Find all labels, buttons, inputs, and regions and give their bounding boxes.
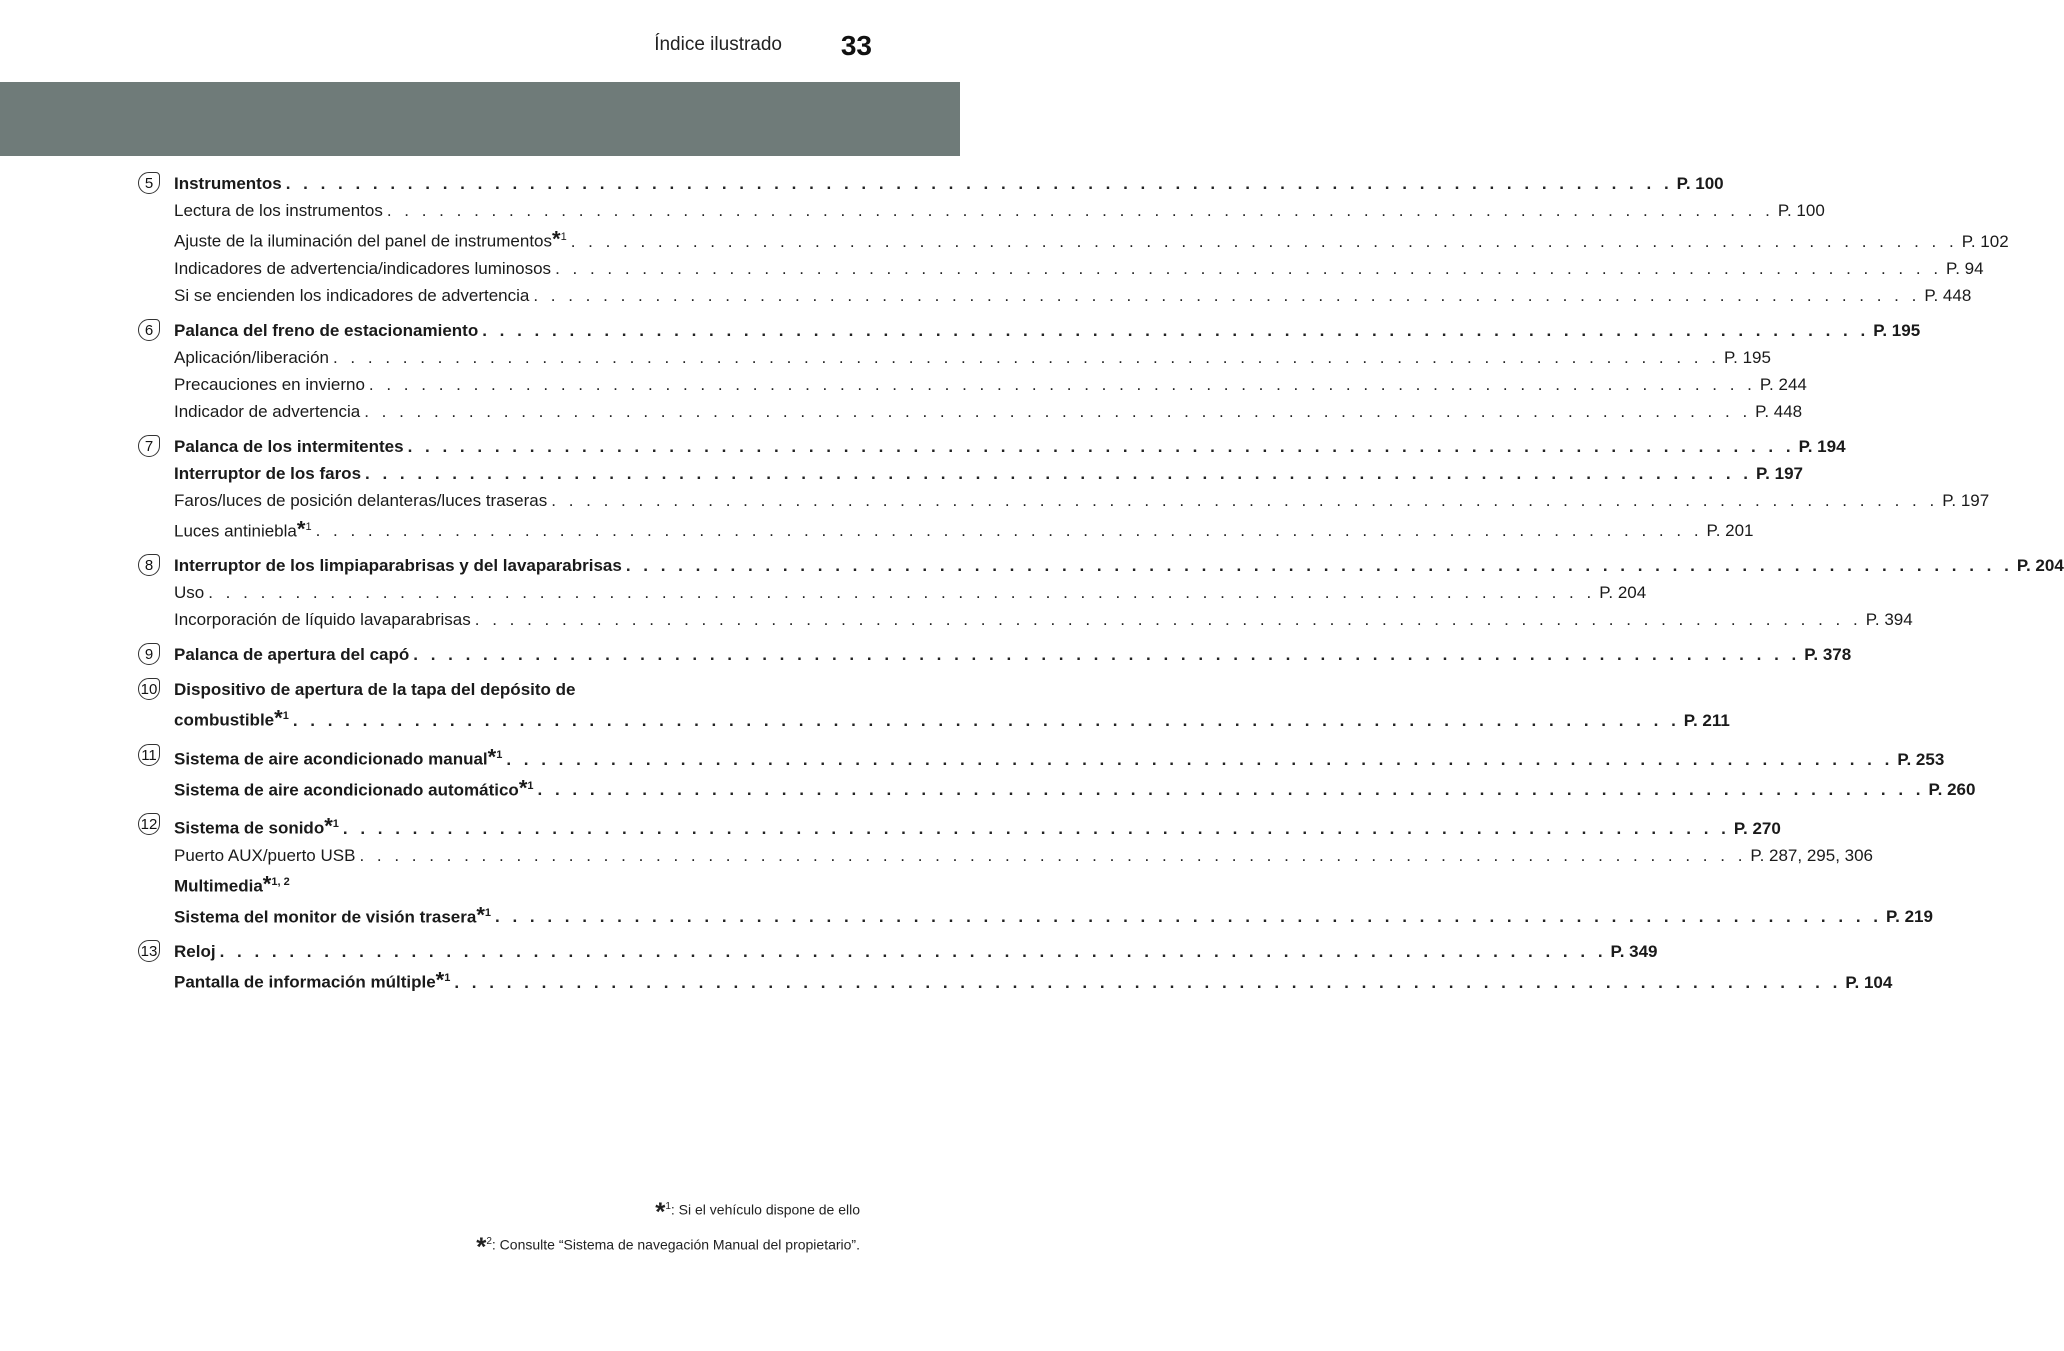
asterisk-mark: *	[476, 902, 485, 928]
index-line[interactable]	[174, 552, 2064, 579]
asterisk-mark: *	[655, 1196, 666, 1227]
dot-leader: . . . . . . . . . . . . . . . . . . . . . . . . . . . . . . . . . . . . . . . . . . . . . . . . . . . . . . . . . . . . . . . . . . . . . . . . . . . . . . . .	[506, 749, 1894, 769]
footnotes	[476, 1192, 860, 1261]
page-reference: P. 201	[1706, 521, 1754, 541]
entry-label: combustible*$^1$	[174, 705, 289, 731]
entry-label: Puerto AUX/puerto USB	[174, 845, 356, 865]
dot-leader: . . . . . . . . . . . . . . . . . . . . . . . . . . . . . . . . . . . . . . . . . . . . . . . . . . . . . . . . . . . . . . . . . . . . . . . . . . . . . . . .	[533, 285, 1921, 305]
footnote-number: 1	[665, 1201, 671, 1212]
footnote-ref: 1	[484, 906, 492, 919]
footnote-ref: 1	[444, 972, 451, 985]
page-number: 33	[840, 30, 872, 61]
entry-label: Aplicación/liberación	[174, 347, 329, 367]
entry-label: Interruptor de los faros	[174, 463, 362, 483]
index-line[interactable]	[174, 433, 1846, 460]
dot-leader: . . . . . . . . . . . . . . . . . . . . . . . . . . . . . . . . . . . . . . . . . . . . . . . . . . . . . . . . . . . . . . . . . . . . . . . . . . . . . . . .	[342, 818, 1730, 838]
dot-leader: . . . . . . . . . . . . . . . . . . . . . . . . . . . . . . . . . . . . . . . . . . . . . . . . . . . . . . . . . . . . . . . . . . . . . . . . . . . . . . . .	[570, 231, 1958, 251]
index-line[interactable]	[174, 703, 1730, 734]
dot-leader: . . . . . . . . . . . . . . . . . . . . . . . . . . . . . . . . . . . . . . . . . . . . . . . . . . . . . . . . . . . . . . . . . . . . . . . . . . . . . . . .	[454, 972, 1842, 992]
page-reference: P. 195	[1873, 320, 1921, 340]
entry-label: Dispositivo de apertura de la tapa del depósito de	[174, 680, 576, 700]
footnote-number: 2	[486, 1235, 492, 1247]
page-reference: P. 378	[1804, 645, 1852, 665]
dot-leader: . . . . . . . . . . . . . . . . . . . . . . . . . . . . . . . . . . . . . . . . . . . . . . . . . . . . . . . . . . . . . . . . . . . . . . . . . . . . . . . .	[292, 710, 1680, 730]
footnote	[476, 1192, 860, 1227]
footnote-text: : Si el vehículo dispone de ello	[670, 1201, 860, 1218]
page-reference: P. 244	[1759, 374, 1807, 394]
footnote-ref: 1	[560, 231, 567, 243]
index-group	[138, 433, 1990, 545]
footnote-text: : Consulte “Sistema de navegación Manual del propietario”.	[491, 1236, 860, 1253]
page-header	[0, 0, 960, 72]
dot-leader: . . . . . . . . . . . . . . . . . . . . . . . . . . . . . . . . . . . . . . . . . . . . . . . . . . . . . . . . . . . . . . . . . . . . . . . . . . . . . . . .	[219, 942, 1607, 962]
page-reference: P. 253	[1897, 749, 1945, 769]
footnote	[476, 1227, 860, 1262]
footnote-ref: 1	[527, 779, 534, 792]
index-line[interactable]	[174, 170, 1724, 197]
dot-leader: . . . . . . . . . . . . . . . . . . . . . . . . . . . . . . . . . . . . . . . . . . . . . . . . . . . . . . . . . . . . . . . . . . . . . . . . . . . . . . . .	[368, 374, 1756, 394]
index-line[interactable]	[174, 344, 1771, 371]
footnote-ref: 1	[332, 818, 339, 831]
dot-leader: . . . . . . . . . . . . . . . . . . . . . . . . . . . . . . . . . . . . . . . . . . . . . . . . . . . . . . . . . . . . . . . . . . . . . . . . . . . . . . . .	[364, 401, 1752, 421]
index-group	[138, 552, 2064, 633]
index-line[interactable]	[174, 606, 1913, 633]
index-line[interactable]	[174, 900, 1933, 931]
entry-label: Palanca de los intermitentes	[174, 436, 404, 456]
entry-label: Multimedia*$^{1, 2}$	[174, 871, 290, 897]
page-reference: P. 219	[1886, 907, 1933, 927]
item-marker: 10	[138, 678, 160, 700]
entry-label: Instrumentos	[174, 174, 282, 193]
page-reference: P. 211	[1683, 710, 1730, 730]
asterisk-mark: *	[435, 967, 445, 993]
entry-label: Uso	[174, 583, 205, 603]
dot-leader: . . . . . . . . . . . . . . . . . . . . . . . . . . . . . . . . . . . . . . . . . . . . . . . . . . . . . . . . . . . . . . . . . . . . . . . . . . . . . . . .	[359, 845, 1747, 865]
item-marker: 8	[138, 554, 160, 576]
page-reference: P. 102	[1961, 231, 2009, 251]
item-marker: 11	[138, 744, 160, 766]
page-reference: P. 287, 295, 306	[1750, 845, 1873, 865]
entry-label: Reloj	[174, 942, 216, 962]
footnote-ref: 1	[496, 748, 503, 761]
index-line[interactable]	[174, 371, 1807, 398]
asterisk-mark: *	[262, 871, 272, 897]
index-line[interactable]	[174, 579, 1647, 606]
page-reference: P. 260	[1928, 780, 1976, 800]
entry-label: Indicador de advertencia	[174, 401, 361, 421]
section-title: Índice ilustrado	[654, 34, 782, 55]
asterisk-mark: *	[487, 744, 497, 770]
entry-label: Sistema de aire acondicionado manual*$^1$	[174, 744, 503, 770]
dot-leader: . . . . . . . . . . . . . . . . . . . . . . . . . . . . . . . . . . . . . . . . . . . . . . . . . . . . . . . . . . . . . . . . . . . . . . . . . . . . . . . .	[386, 201, 1774, 220]
index-group	[138, 811, 1933, 930]
page-reference: P. 204	[1599, 583, 1647, 603]
item-marker: 12	[138, 813, 160, 835]
dot-leader: . . . . . . . . . . . . . . . . . . . . . . . . . . . . . . . . . . . . . . . . . . . . . . . . . . . . . . . . . . . . . . . . . . . . . . . . . . . . . . . .	[482, 320, 1870, 340]
entry-label: Sistema del monitor de visión trasera*$^1$	[174, 902, 492, 928]
index-line[interactable]	[174, 742, 1945, 773]
asterisk-mark: *	[476, 1231, 487, 1262]
page-reference: P. 195	[1723, 347, 1771, 367]
index-line[interactable]	[174, 676, 818, 703]
asterisk-mark: *	[274, 705, 283, 731]
index-group	[138, 170, 2009, 309]
index-line[interactable]	[174, 842, 1873, 869]
index-line[interactable]	[174, 514, 1754, 545]
entry-label: Luces antiniebla*$^1$	[174, 516, 312, 542]
page-reference: P. 270	[1733, 818, 1781, 838]
dot-leader: . . . . . . . . . . . . . . . . . . . . . . . . . . . . . . . . . . . . . . . . . . . . . . . . . . . . . . . . . . . . . . . . . . . . . . . . . . . . . . . .	[407, 436, 1795, 456]
item-marker: 6	[138, 319, 160, 341]
dot-leader: . . . . . . . . . . . . . . . . . . . . . . . . . . . . . . . . . . . . . . . . . . . . . . . . . . . . . . . . . . . . . . . . . . . . . . . . . . . . . . . .	[285, 174, 1673, 193]
page-reference: P. 197	[1942, 490, 1990, 510]
dot-leader: . . . . . . . . . . . . . . . . . . . . . . . . . . . . . . . . . . . . . . . . . . . . . . . . . . . . . . . . . . . . . . . . . . . . . . . . . . . . . . . .	[551, 490, 1939, 510]
index-line[interactable]	[174, 641, 1852, 668]
entry-label: Si se encienden los indicadores de advertencia	[174, 285, 530, 305]
page-reference: P. 94	[1946, 258, 1984, 278]
index-line[interactable]	[174, 938, 1658, 965]
index-group	[138, 676, 1730, 734]
dot-leader: . . . . . . . . . . . . . . . . . . . . . . . . . . . . . . . . . . . . . . . . . . . . . . . . . . . . . . . . . . . . . . . . . . . . . . . . . . . . . . . .	[537, 780, 1925, 800]
index-line[interactable]	[174, 224, 2009, 255]
page-reference: P. 194	[1798, 436, 1846, 456]
page-reference: P. 204	[2016, 556, 2064, 576]
index-line[interactable]	[174, 811, 1781, 842]
item-marker: 5	[138, 172, 160, 194]
entry-label: Pantalla de información múltiple*$^1$	[174, 967, 451, 993]
dot-leader: . . . . . . . . . . . . . . . . . . . . . . . . . . . . . . . . . . . . . . . . . . . . . . . . . . . . . . . . . . . . . . . . . . . . . . . . . . . . . . . .	[495, 907, 1882, 927]
footnote-ref: 1	[305, 520, 312, 533]
dot-leader: . . . . . . . . . . . . . . . . . . . . . . . . . . . . . . . . . . . . . . . . . . . . . . . . . . . . . . . . . . . . . . . . . . . . . . . . . . . . . . . .	[625, 556, 2013, 576]
dot-leader: . . . . . . . . . . . . . . . . . . . . . . . . . . . . . . . . . . . . . . . . . . . . . . . . . . . . . . . . . . . . . . . . . . . . . . . . . . . . . . . .	[413, 645, 1801, 665]
dot-leader: . . . . . . . . . . . . . . . . . . . . . . . . . . . . . . . . . . . . . . . . . . . . . . . . . . . . . . . . . . . . . . . . . . . . . . . . . . . . . . . .	[315, 521, 1703, 541]
item-marker: 7	[138, 435, 160, 457]
asterisk-mark: *	[518, 775, 528, 801]
index-line[interactable]	[174, 398, 1803, 425]
entry-label: Palanca de apertura del capó	[174, 645, 410, 665]
entry-label: Palanca del freno de estacionamiento	[174, 320, 479, 340]
footnote-ref: 1	[282, 710, 289, 723]
entry-label: Interruptor de los limpiaparabrisas y del lavaparabrisas	[174, 556, 622, 576]
header-band	[0, 82, 960, 156]
entry-label: Sistema de sonido*$^1$	[174, 813, 339, 839]
dot-leader: . . . . . . . . . . . . . . . . . . . . . . . . . . . . . . . . . . . . . . . . . . . . . . . . . . . . . . . . . . . . . . . . . . . . . . . . . . . . . . . .	[555, 258, 1943, 278]
dot-leader: . . . . . . . . . . . . . . . . . . . . . . . . . . . . . . . . . . . . . . . . . . . . . . . . . . . . . . . . . . . . . . . . . . . . . . . . . . . . . . . .	[332, 347, 1720, 367]
index-line[interactable]	[174, 965, 1893, 996]
page-reference: P. 100	[1777, 201, 1825, 220]
item-marker: 13	[138, 940, 160, 962]
footnote-ref: 1, 2	[271, 875, 290, 888]
index-group	[138, 641, 1852, 668]
index-line[interactable]	[174, 255, 1984, 282]
page-reference: P. 104	[1845, 972, 1893, 992]
entry-label: Faros/luces de posición delanteras/luces traseras	[174, 490, 548, 510]
asterisk-mark: *	[552, 226, 561, 252]
entry-label: Precauciones en invierno	[174, 374, 365, 394]
index-group	[138, 742, 1976, 803]
index-line[interactable]	[174, 197, 1825, 224]
dot-leader: . . . . . . . . . . . . . . . . . . . . . . . . . . . . . . . . . . . . . . . . . . . . . . . . . . . . . . . . . . . . . . . . . . . . . . . . . . . . . . . .	[365, 463, 1753, 483]
entry-label: Sistema de aire acondicionado automático*$^1$	[174, 775, 534, 801]
asterisk-mark: *	[324, 813, 333, 839]
index-group	[138, 938, 1893, 996]
entry-label: Incorporación de líquido lavaparabrisas	[174, 610, 471, 630]
page-reference: P. 349	[1610, 942, 1658, 962]
index-line[interactable]	[174, 869, 818, 900]
page-reference: P. 394	[1865, 610, 1913, 630]
dot-leader: . . . . . . . . . . . . . . . . . . . . . . . . . . . . . . . . . . . . . . . . . . . . . . . . . . . . . . . . . . . . . . . . . . . . . . . . . . . . . . . .	[208, 583, 1596, 603]
page-reference: P. 448	[1755, 401, 1803, 421]
entry-label: Ajuste de la iluminación del panel de instrumentos*$^1$	[174, 226, 567, 252]
index-line[interactable]	[174, 460, 1803, 487]
item-marker: 9	[138, 643, 160, 665]
entry-label: Lectura de los instrumentos	[174, 201, 383, 220]
entry-label: Indicadores de advertencia/indicadores luminosos	[174, 258, 552, 278]
page-reference: P. 448	[1924, 285, 1972, 305]
index-line[interactable]	[174, 282, 1972, 309]
index-entries	[138, 170, 2064, 1004]
index-group	[138, 317, 1921, 425]
index-line[interactable]	[174, 317, 1921, 344]
page-reference: P. 100	[1676, 174, 1724, 193]
index-line[interactable]	[174, 487, 1990, 514]
index-line[interactable]	[174, 773, 1976, 804]
dot-leader: . . . . . . . . . . . . . . . . . . . . . . . . . . . . . . . . . . . . . . . . . . . . . . . . . . . . . . . . . . . . . . . . . . . . . . . . . . . . . . . .	[474, 610, 1862, 630]
page-reference: P. 197	[1756, 463, 1803, 483]
asterisk-mark: *	[296, 516, 306, 542]
